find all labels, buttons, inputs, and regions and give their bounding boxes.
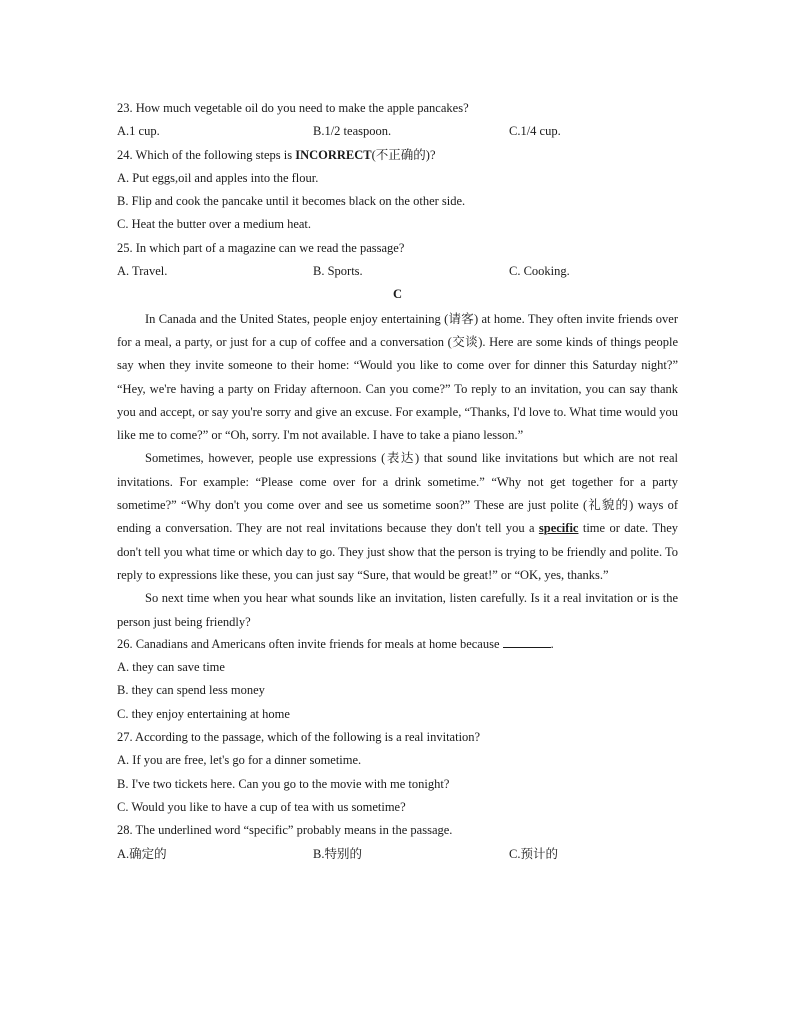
q23-option-c: C.1/4 cup.	[509, 124, 561, 139]
q27-option-b: B. I've two tickets here. Can you go to the movie with me tonight?	[117, 776, 450, 791]
q24-stem-post: (不正确的)?	[371, 147, 436, 162]
q27-stem: 27. According to the passage, which of the following is a real invitation?	[117, 730, 481, 745]
passage-paragraph-2	[117, 447, 678, 587]
q25-option-b: B. Sports.	[313, 264, 363, 279]
q23-option-b: B.1/2 teaspoon.	[313, 124, 392, 139]
q27-option-a: A. If you are free, let's go for a dinner sometime.	[117, 753, 362, 768]
q25-options	[117, 261, 678, 284]
q26-stem-text: 26. Canadians and Americans often invite friends for meals at home because	[117, 636, 500, 651]
answer-blank	[503, 635, 551, 648]
q23-stem: 23. How much vegetable oil do you need to make the apple pancakes?	[117, 101, 469, 115]
q28-stem: 28. The underlined word “specific” probably means in the passage.	[117, 823, 453, 838]
q23-options	[117, 121, 678, 144]
q28-option-a: A.确定的	[117, 846, 167, 861]
q24-option-b: B. Flip and cook the pancake until it becomes black on the other side.	[117, 194, 466, 209]
q28-option-c: C.预计的	[509, 846, 558, 861]
q24-option-a: A. Put eggs,oil and apples into the flour.	[117, 170, 319, 185]
q24-stem-pre: 24. Which of the following steps is	[117, 147, 296, 162]
q23-option-a: A.1 cup.	[117, 124, 160, 139]
underlined-word-specific: specific	[538, 521, 579, 536]
q28-options	[117, 844, 678, 867]
q24-option-c: C. Heat the butter over a medium heat.	[117, 217, 312, 232]
passage	[117, 308, 678, 634]
section-title: C	[392, 287, 403, 302]
q27-option-c: C. Would you like to have a cup of tea with us sometime?	[117, 799, 406, 814]
q26-stem	[117, 634, 678, 657]
q28-option-b: B.特别的	[313, 846, 362, 861]
q25-option-a: A. Travel.	[117, 264, 168, 279]
q26-stem-end: .	[550, 636, 554, 651]
q26-option-a: A. they can save time	[117, 660, 225, 675]
passage-p2-post: time or date. They don't tell you what time or which day to go. They just show that the person is trying to be friendly and polite. To reply to expressions like these, you can just say “Sure, that would be great!” or “OK, yes, thanks.”	[117, 521, 679, 582]
q26-option-b: B. they can spend less money	[117, 683, 265, 698]
passage-p2-pre: Sometimes, however, people use expressions (表达) that sound like invitations but which are not real invitations. For example: “Please come over for a drink sometime.” “Why not get together for a party sometime?” “Why don't you come over and see us sometime soon?” These are just polite (礼貌的) ways of ending a conversation. They are not real invitations because they don't tell you a	[117, 451, 678, 536]
passage-paragraph-3: So next time when you hear what sounds like an invitation, listen carefully. Is it a real invitation or is the person just being friendly?	[117, 591, 678, 629]
q24-stem-bold: INCORRECT	[295, 147, 372, 162]
q25-stem: 25. In which part of a magazine can we read the passage?	[117, 240, 405, 255]
q25-option-c: C. Cooking.	[509, 264, 570, 279]
q26-option-c: C. they enjoy entertaining at home	[117, 706, 290, 721]
worksheet	[117, 98, 678, 867]
q24-stem	[117, 145, 678, 168]
passage-paragraph-1: In Canada and the United States, people enjoy entertaining (请客) at home. They often invite friends over for a meal, a party, or just for a cup of coffee and a conversation (交谈). Here are some kinds of things people say when they invite someone to their home: “Would you like to come over for dinner this Saturday night?” “Hey, we're having a party on Friday afternoon. Can you come?” To reply to an invitation, you can say thank you and accept, or say you're sorry and give an excuse. For example, “Thanks, I'd love to. What time would you like me to come?” or “Oh, sorry. I'm not available. I have to take a piano lesson.”	[117, 311, 678, 443]
